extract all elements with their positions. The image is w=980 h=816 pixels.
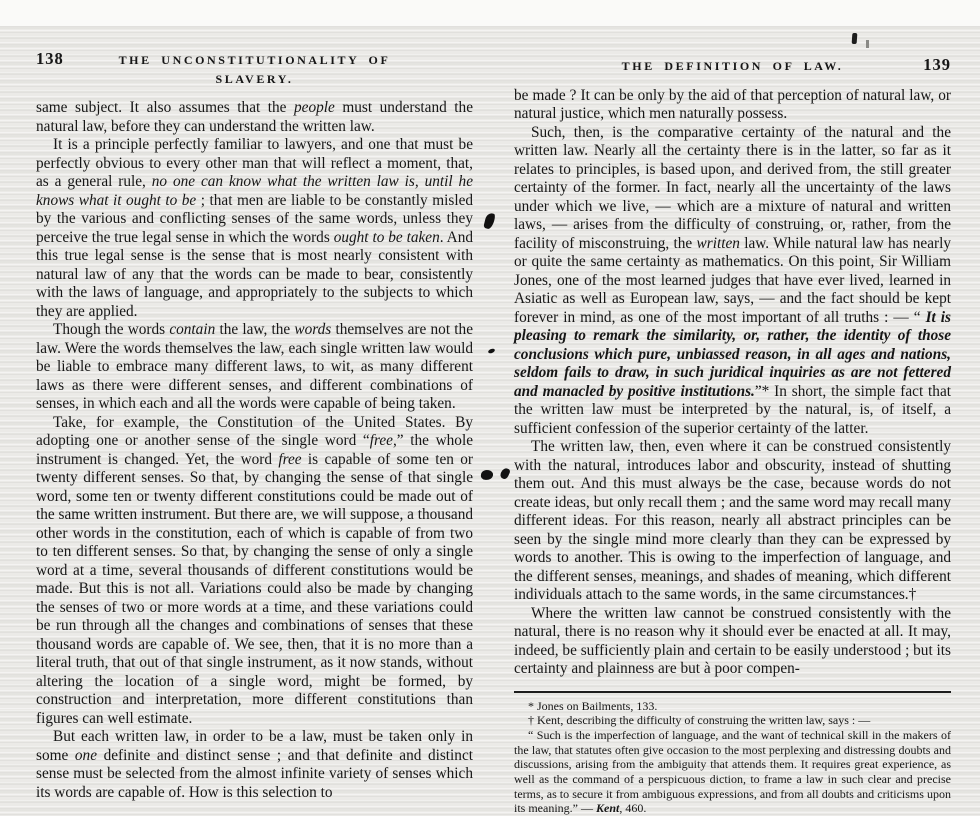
footnote-section — [514, 691, 951, 816]
paragraph: But each written law, in order to be a law, must be taken only in some one definite and distinct sense ; and that definite and distinct sense must be selected from the almost infinite variety of senses which its words are capable of. How is this selection to — [36, 728, 473, 802]
footnote: † Kent, describing the difficulty of construing the written law, says : — — [514, 713, 951, 728]
scan-top-margin — [0, 0, 980, 26]
paragraph: Though the words contain the law, the words themselves are not the law. Were the words themselves the law, each single written law would be liable to embrace many different laws, to wit, as many different laws as there were different senses, and different combinations of senses, in which each and all the words were capable of being taken. — [36, 321, 473, 414]
right-page — [514, 56, 951, 816]
paragraph: It is a principle perfectly familiar to lawyers, and one that must be perfectly obvious to every other man that will reflect a moment, that, as a general rule, no one can know what the written law is, until he knows what it ought to be ; that men are liable to be constantly misled by the various and conflicting senses of the same words, unless they perceive the true legal sense in which the words ought to be taken. And this true legal sense is the sense that is most nearly consistent with natural law of any that the words can be made to bear, consistently with the laws of language, and appropriately to the subjects to which they are applied. — [36, 136, 473, 321]
left-page — [36, 50, 473, 802]
left-page-number: 138 — [36, 50, 106, 69]
footnote: * Jones on Bailments, 133. — [514, 699, 951, 714]
right-page-header — [514, 56, 951, 76]
ink-speck — [488, 348, 496, 354]
ink-mark — [866, 40, 869, 48]
footnote: “ Such is the imperfection of language, and the want of technical skill in the makers of the law, that statutes often give occasion to the most perplexing and distressing doubts and discussions, arising from the ambiguity that attends them. It requires great experience, as well as the command of a perspicuous diction, to frame a law in such clear and precise terms, as to secure it from ambiguous expressions, and from all doubts and criticisms upon its meaning.” — Kent, 460. — [514, 728, 951, 816]
paragraph: same subject. It also assumes that the people must understand the natural law, before they can understand the written law. — [36, 99, 473, 136]
left-page-header — [36, 50, 473, 88]
right-page-number: 139 — [881, 56, 951, 75]
ink-blot — [483, 212, 496, 230]
ink-blot — [499, 467, 511, 480]
paragraph: The written law, then, even where it can be construed consistently with the natural, introduces labor and obscurity, instead of shutting them out. And this must always be the case, because words do not create ideas, but only recall them ; and the same word may recall many different ideas. For this reason, nearly all abstract principles can be seen by the single mind more clearly than they can be expressed by words to another. This is owing to the imperfection of language, and the different senses, meanings, and shades of meaning, which different individuals attach to the same words, in the same circumstances.† — [514, 438, 951, 605]
ink-mark — [852, 33, 858, 44]
left-page-body — [36, 99, 473, 802]
paragraph: Such, then, is the comparative certainty of the natural and the written law. Nearly all the certainty there is in the latter, so far as it relates to principles, is based upon, and derived from, the still greater certainty of the former. In fact, nearly all the uncertainty of the laws under which we live, — which are a mixture of natural and written laws, — arises from the difficulty of construing, or, rather, from the facility of misconstruing, the written law. While natural law has nearly or quite the same certainty as mathematics. On this point, Sir William Jones, one of the most learned judges that have ever lived, learned in Asiatic as well as European law, says, — and the fact should be kept forever in mind, as one of the most important of all truths : — “ It is pleasing to remark the similarity, or, rather, the identity of those conclusions which pure, unbiassed reason, in all ages and nations, seldom fails to draw, in such juridical inquiries as are not fettered and manacled by positive institutions.”* In short, the simple fact that the written law must be interpreted by the natural, is, of itself, a sufficient confession of the superior certainty of the latter. — [514, 124, 951, 439]
paragraph: be made ? It can be only by the aid of that perception of natural law, or natural justice, which men naturally possess. — [514, 87, 951, 124]
right-page-body — [514, 87, 951, 679]
left-running-head: THE UNCONSTITUTIONALITY OF SLAVERY. — [106, 51, 403, 88]
paragraph: Where the written law cannot be construed consistently with the natural, there is no reason why it should ever be enacted at all. It may, indeed, be sufficiently plain and certain to be easily understood ; but its certainty and plainness are but à poor compen- — [514, 605, 951, 679]
right-running-head: THE DEFINITION OF LAW. — [584, 57, 881, 76]
ink-blot — [480, 469, 493, 481]
paragraph: Take, for example, the Constitution of the United States. By adopting one or another sense of the single word “free,” the whole instrument is changed. Yet, the word free is capable of some ten or twenty different senses. So that, by changing the sense of that single word, some ten or twenty different constitutions could be made out of the same written instrument. But there are, we will suppose, a thousand other words in the constitution, each of which is capable of from two to ten different senses. So that, by changing the sense of only a single word at a time, several thousands of different constitutions would be made. But this is not all. Variations could also be made by changing the senses of two or more words at a time, and these variations could be run through all the changes and combinations of senses that these thousand words are capable of. We see, then, that it is no more than a literal truth, that out of that single instrument, as it now stands, without altering the location of a single word, might be formed, by construction and interpretation, more different constitutions than figures can well estimate. — [36, 414, 473, 729]
